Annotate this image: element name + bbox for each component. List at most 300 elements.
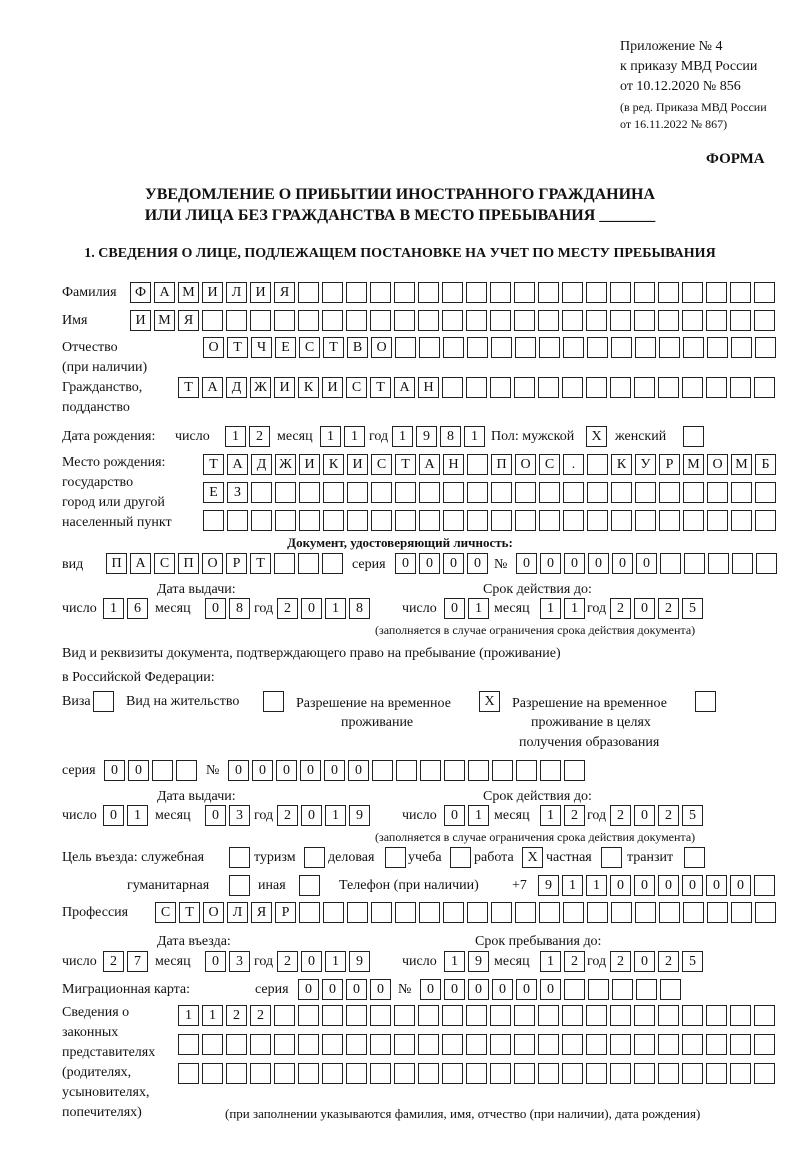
char-box[interactable]	[419, 510, 440, 531]
birth-place-line-2[interactable]	[203, 482, 776, 503]
char-box[interactable]	[346, 1034, 367, 1055]
day-field[interactable]	[103, 598, 148, 619]
char-box[interactable]: 0	[322, 979, 343, 1000]
char-box[interactable]	[682, 1063, 703, 1084]
char-box[interactable]	[299, 482, 320, 503]
char-box[interactable]: И	[322, 377, 343, 398]
char-box[interactable]	[298, 1005, 319, 1026]
char-box[interactable]	[467, 902, 488, 923]
char-box[interactable]	[563, 902, 584, 923]
char-box[interactable]: 1	[464, 426, 485, 447]
char-box[interactable]	[659, 902, 680, 923]
id-series-field[interactable]	[395, 553, 488, 574]
char-box[interactable]: 2	[564, 951, 585, 972]
char-box[interactable]	[754, 1034, 775, 1055]
char-box[interactable]	[538, 310, 559, 331]
char-box[interactable]	[467, 454, 488, 475]
char-box[interactable]	[299, 902, 320, 923]
month-field[interactable]	[205, 598, 250, 619]
char-box[interactable]	[370, 310, 391, 331]
char-box[interactable]	[419, 482, 440, 503]
purpose-private-checkbox[interactable]	[601, 847, 622, 868]
char-box[interactable]: М	[683, 454, 704, 475]
char-box[interactable]	[394, 1005, 415, 1026]
month-field[interactable]	[205, 805, 250, 826]
char-box[interactable]: 2	[226, 1005, 247, 1026]
char-box[interactable]: 2	[103, 951, 124, 972]
purpose-work-checkbox[interactable]	[522, 847, 543, 868]
char-box[interactable]: 7	[127, 951, 148, 972]
char-box[interactable]: М	[178, 282, 199, 303]
char-box[interactable]: 1	[325, 598, 346, 619]
char-box[interactable]: И	[130, 310, 151, 331]
char-box[interactable]	[538, 377, 559, 398]
id-number-field[interactable]	[516, 553, 777, 574]
char-box[interactable]	[418, 282, 439, 303]
char-box[interactable]: 0	[104, 760, 125, 781]
char-box[interactable]: А	[202, 377, 223, 398]
char-box[interactable]	[250, 1034, 271, 1055]
char-box[interactable]	[610, 282, 631, 303]
char-box[interactable]: Я	[178, 310, 199, 331]
char-box[interactable]	[419, 902, 440, 923]
char-box[interactable]	[516, 760, 537, 781]
year-field[interactable]	[277, 951, 370, 972]
char-box[interactable]	[730, 282, 751, 303]
char-box[interactable]	[706, 310, 727, 331]
char-box[interactable]	[610, 310, 631, 331]
char-box[interactable]	[539, 482, 560, 503]
char-box[interactable]	[732, 553, 753, 574]
char-box[interactable]	[396, 760, 417, 781]
char-box[interactable]: С	[371, 454, 392, 475]
char-box[interactable]: 0	[682, 875, 703, 896]
char-box[interactable]: 0	[301, 805, 322, 826]
char-box[interactable]	[419, 337, 440, 358]
char-box[interactable]	[394, 282, 415, 303]
char-box[interactable]: И	[274, 377, 295, 398]
char-box[interactable]: Н	[418, 377, 439, 398]
char-box[interactable]	[564, 979, 585, 1000]
char-box[interactable]	[635, 482, 656, 503]
char-box[interactable]: А	[130, 553, 151, 574]
char-box[interactable]	[515, 510, 536, 531]
char-box[interactable]	[730, 310, 751, 331]
char-box[interactable]	[660, 553, 681, 574]
char-box[interactable]	[755, 902, 776, 923]
char-box[interactable]: Е	[203, 482, 224, 503]
char-box[interactable]: 1	[468, 598, 489, 619]
char-box[interactable]: 0	[205, 805, 226, 826]
char-box[interactable]	[755, 337, 776, 358]
char-box[interactable]: 1	[103, 598, 124, 619]
char-box[interactable]: 2	[277, 598, 298, 619]
char-box[interactable]: П	[106, 553, 127, 574]
char-box[interactable]	[682, 282, 703, 303]
char-box[interactable]: 1	[562, 875, 583, 896]
char-box[interactable]	[152, 760, 173, 781]
char-box[interactable]: О	[203, 337, 224, 358]
migration-series-field[interactable]	[298, 979, 391, 1000]
char-box[interactable]	[322, 1005, 343, 1026]
month-field[interactable]	[540, 951, 585, 972]
char-box[interactable]	[659, 482, 680, 503]
char-box[interactable]	[442, 1034, 463, 1055]
char-box[interactable]	[610, 377, 631, 398]
char-box[interactable]: 0	[588, 553, 609, 574]
char-box[interactable]: 0	[658, 875, 679, 896]
char-box[interactable]: Я	[274, 282, 295, 303]
char-box[interactable]	[514, 282, 535, 303]
char-box[interactable]	[683, 902, 704, 923]
char-box[interactable]	[491, 482, 512, 503]
char-box[interactable]: А	[154, 282, 175, 303]
char-box[interactable]: 0	[468, 979, 489, 1000]
day-field[interactable]	[444, 598, 489, 619]
char-box[interactable]	[298, 553, 319, 574]
char-box[interactable]: К	[323, 454, 344, 475]
char-box[interactable]	[467, 510, 488, 531]
char-box[interactable]	[682, 310, 703, 331]
char-box[interactable]	[229, 847, 250, 868]
char-box[interactable]	[304, 847, 325, 868]
char-box[interactable]: 8	[440, 426, 461, 447]
char-box[interactable]: О	[202, 553, 223, 574]
char-box[interactable]: 0	[443, 553, 464, 574]
char-box[interactable]	[754, 1063, 775, 1084]
char-box[interactable]: .	[563, 454, 584, 475]
char-box[interactable]	[514, 1005, 535, 1026]
char-box[interactable]: И	[202, 282, 223, 303]
char-box[interactable]: 0	[348, 760, 369, 781]
char-box[interactable]	[346, 310, 367, 331]
sex-male-checkbox[interactable]	[586, 426, 607, 447]
char-box[interactable]	[515, 337, 536, 358]
char-box[interactable]: 6	[127, 598, 148, 619]
char-box[interactable]	[466, 1034, 487, 1055]
char-box[interactable]: Т	[227, 337, 248, 358]
char-box[interactable]: 1	[320, 426, 341, 447]
char-box[interactable]: Р	[659, 454, 680, 475]
char-box[interactable]	[634, 310, 655, 331]
char-box[interactable]	[298, 1063, 319, 1084]
year-field[interactable]	[277, 598, 370, 619]
char-box[interactable]	[755, 510, 776, 531]
char-box[interactable]: М	[154, 310, 175, 331]
char-box[interactable]	[418, 1005, 439, 1026]
char-box[interactable]	[323, 510, 344, 531]
char-box[interactable]	[611, 510, 632, 531]
char-box[interactable]	[370, 1005, 391, 1026]
char-box[interactable]	[562, 377, 583, 398]
char-box[interactable]: 1	[202, 1005, 223, 1026]
char-box[interactable]: 1	[178, 1005, 199, 1026]
char-box[interactable]	[756, 553, 777, 574]
char-box[interactable]: 0	[298, 979, 319, 1000]
char-box[interactable]	[346, 1063, 367, 1084]
char-box[interactable]: X	[586, 426, 607, 447]
char-box[interactable]	[706, 282, 727, 303]
day-field[interactable]	[444, 951, 489, 972]
char-box[interactable]	[731, 510, 752, 531]
char-box[interactable]: О	[371, 337, 392, 358]
char-box[interactable]: 0	[252, 760, 273, 781]
char-box[interactable]	[467, 482, 488, 503]
char-box[interactable]: Б	[755, 454, 776, 475]
month-field[interactable]	[540, 805, 585, 826]
birth-place-line-1[interactable]	[203, 454, 776, 475]
char-box[interactable]	[492, 760, 513, 781]
char-box[interactable]	[754, 310, 775, 331]
char-box[interactable]	[539, 902, 560, 923]
char-box[interactable]: 1	[564, 598, 585, 619]
char-box[interactable]: 1	[540, 951, 561, 972]
char-box[interactable]	[538, 282, 559, 303]
char-box[interactable]	[538, 1005, 559, 1026]
char-box[interactable]: 0	[492, 979, 513, 1000]
char-box[interactable]	[706, 1034, 727, 1055]
char-box[interactable]	[442, 1005, 463, 1026]
char-box[interactable]	[274, 1063, 295, 1084]
char-box[interactable]: 0	[370, 979, 391, 1000]
char-box[interactable]	[251, 510, 272, 531]
char-box[interactable]: О	[515, 454, 536, 475]
char-box[interactable]	[612, 979, 633, 1000]
char-box[interactable]	[562, 310, 583, 331]
char-box[interactable]	[611, 902, 632, 923]
char-box[interactable]	[706, 1005, 727, 1026]
char-box[interactable]: Л	[226, 282, 247, 303]
char-box[interactable]: X	[522, 847, 543, 868]
char-box[interactable]: О	[203, 902, 224, 923]
char-box[interactable]	[371, 482, 392, 503]
char-box[interactable]: 2	[277, 951, 298, 972]
char-box[interactable]: П	[491, 454, 512, 475]
char-box[interactable]	[658, 1063, 679, 1084]
char-box[interactable]	[443, 482, 464, 503]
char-box[interactable]	[586, 1063, 607, 1084]
char-box[interactable]: 1	[540, 805, 561, 826]
char-box[interactable]	[466, 377, 487, 398]
char-box[interactable]	[563, 510, 584, 531]
char-box[interactable]	[394, 1034, 415, 1055]
char-box[interactable]	[514, 1034, 535, 1055]
char-box[interactable]: 1	[127, 805, 148, 826]
char-box[interactable]	[226, 1063, 247, 1084]
char-box[interactable]: 3	[229, 951, 250, 972]
char-box[interactable]	[395, 337, 416, 358]
char-box[interactable]: 2	[277, 805, 298, 826]
char-box[interactable]	[587, 902, 608, 923]
month-field[interactable]	[205, 951, 250, 972]
char-box[interactable]: 9	[468, 951, 489, 972]
char-box[interactable]	[370, 282, 391, 303]
char-box[interactable]	[588, 979, 609, 1000]
char-box[interactable]: 2	[250, 1005, 271, 1026]
representatives-line-2[interactable]	[178, 1034, 775, 1055]
char-box[interactable]	[635, 902, 656, 923]
char-box[interactable]	[322, 553, 343, 574]
char-box[interactable]: 0	[301, 951, 322, 972]
char-box[interactable]: П	[178, 553, 199, 574]
char-box[interactable]	[226, 1034, 247, 1055]
char-box[interactable]	[658, 310, 679, 331]
char-box[interactable]: 1	[444, 951, 465, 972]
temp-residence-checkbox[interactable]	[479, 691, 500, 712]
char-box[interactable]	[466, 282, 487, 303]
char-box[interactable]: X	[479, 691, 500, 712]
char-box[interactable]	[227, 510, 248, 531]
stay-series-field[interactable]	[104, 760, 197, 781]
char-box[interactable]	[490, 310, 511, 331]
char-box[interactable]	[562, 1005, 583, 1026]
char-box[interactable]: Р	[226, 553, 247, 574]
char-box[interactable]	[370, 1063, 391, 1084]
char-box[interactable]	[611, 482, 632, 503]
char-box[interactable]	[250, 1063, 271, 1084]
char-box[interactable]: 2	[564, 805, 585, 826]
char-box[interactable]	[203, 510, 224, 531]
char-box[interactable]	[395, 902, 416, 923]
char-box[interactable]	[706, 377, 727, 398]
char-box[interactable]	[394, 1063, 415, 1084]
char-box[interactable]: 0	[516, 979, 537, 1000]
char-box[interactable]	[682, 1005, 703, 1026]
char-box[interactable]	[93, 691, 114, 712]
char-box[interactable]: 0	[301, 598, 322, 619]
char-box[interactable]: И	[299, 454, 320, 475]
char-box[interactable]	[731, 482, 752, 503]
month-field[interactable]	[540, 598, 585, 619]
char-box[interactable]: 1	[344, 426, 365, 447]
char-box[interactable]: У	[635, 454, 656, 475]
char-box[interactable]: Н	[443, 454, 464, 475]
char-box[interactable]: 0	[467, 553, 488, 574]
char-box[interactable]: 0	[444, 979, 465, 1000]
char-box[interactable]	[490, 377, 511, 398]
char-box[interactable]: Р	[275, 902, 296, 923]
char-box[interactable]: М	[731, 454, 752, 475]
char-box[interactable]	[299, 875, 320, 896]
char-box[interactable]	[601, 847, 622, 868]
char-box[interactable]	[586, 377, 607, 398]
char-box[interactable]	[466, 1005, 487, 1026]
char-box[interactable]: 0	[516, 553, 537, 574]
char-box[interactable]	[346, 282, 367, 303]
char-box[interactable]	[684, 847, 705, 868]
year-field[interactable]	[610, 805, 703, 826]
char-box[interactable]	[538, 1063, 559, 1084]
char-box[interactable]	[176, 760, 197, 781]
char-box[interactable]: А	[394, 377, 415, 398]
char-box[interactable]	[299, 510, 320, 531]
citizenship-field[interactable]	[178, 377, 775, 398]
char-box[interactable]: 0	[228, 760, 249, 781]
char-box[interactable]	[634, 1063, 655, 1084]
char-box[interactable]: 2	[658, 951, 679, 972]
char-box[interactable]	[263, 691, 284, 712]
char-box[interactable]: Т	[203, 454, 224, 475]
char-box[interactable]	[706, 1063, 727, 1084]
char-box[interactable]	[730, 1005, 751, 1026]
char-box[interactable]: 0	[612, 553, 633, 574]
char-box[interactable]: 5	[682, 805, 703, 826]
char-box[interactable]	[468, 760, 489, 781]
representatives-line-1[interactable]	[178, 1005, 775, 1026]
char-box[interactable]: 0	[128, 760, 149, 781]
char-box[interactable]	[586, 1034, 607, 1055]
char-box[interactable]	[442, 282, 463, 303]
char-box[interactable]	[298, 1034, 319, 1055]
char-box[interactable]: 0	[540, 979, 561, 1000]
char-box[interactable]: 1	[392, 426, 413, 447]
char-box[interactable]: К	[298, 377, 319, 398]
char-box[interactable]	[730, 1034, 751, 1055]
id-type-field[interactable]	[106, 553, 343, 574]
phone-field[interactable]	[538, 875, 775, 896]
char-box[interactable]	[587, 482, 608, 503]
char-box[interactable]	[202, 310, 223, 331]
char-box[interactable]	[275, 482, 296, 503]
char-box[interactable]	[636, 979, 657, 1000]
char-box[interactable]	[371, 510, 392, 531]
char-box[interactable]	[442, 377, 463, 398]
char-box[interactable]: 0	[103, 805, 124, 826]
edu-residence-checkbox[interactable]	[695, 691, 716, 712]
char-box[interactable]: О	[707, 454, 728, 475]
char-box[interactable]	[226, 310, 247, 331]
char-box[interactable]	[323, 902, 344, 923]
char-box[interactable]: 1	[540, 598, 561, 619]
char-box[interactable]	[660, 979, 681, 1000]
char-box[interactable]	[659, 337, 680, 358]
char-box[interactable]	[658, 377, 679, 398]
char-box[interactable]: С	[539, 454, 560, 475]
char-box[interactable]	[562, 282, 583, 303]
char-box[interactable]	[755, 482, 776, 503]
char-box[interactable]	[418, 310, 439, 331]
birth-month-field[interactable]	[320, 426, 365, 447]
char-box[interactable]: 0	[444, 805, 465, 826]
char-box[interactable]	[683, 337, 704, 358]
char-box[interactable]	[587, 510, 608, 531]
name-field[interactable]	[130, 310, 775, 331]
char-box[interactable]: 0	[346, 979, 367, 1000]
char-box[interactable]: 9	[416, 426, 437, 447]
char-box[interactable]: Т	[370, 377, 391, 398]
char-box[interactable]	[347, 902, 368, 923]
char-box[interactable]	[178, 1063, 199, 1084]
char-box[interactable]: 8	[349, 598, 370, 619]
char-box[interactable]	[659, 510, 680, 531]
char-box[interactable]	[658, 282, 679, 303]
char-box[interactable]: 1	[325, 805, 346, 826]
char-box[interactable]	[347, 482, 368, 503]
sex-female-checkbox[interactable]	[683, 426, 704, 447]
char-box[interactable]: 0	[205, 598, 226, 619]
char-box[interactable]: 1	[586, 875, 607, 896]
purpose-transit-checkbox[interactable]	[684, 847, 705, 868]
representatives-line-3[interactable]	[178, 1063, 775, 1084]
char-box[interactable]	[539, 510, 560, 531]
char-box[interactable]: 0	[444, 598, 465, 619]
char-box[interactable]	[754, 875, 775, 896]
char-box[interactable]	[322, 1063, 343, 1084]
surname-field[interactable]	[130, 282, 775, 303]
char-box[interactable]: 1	[225, 426, 246, 447]
char-box[interactable]	[442, 1063, 463, 1084]
char-box[interactable]: Т	[395, 454, 416, 475]
